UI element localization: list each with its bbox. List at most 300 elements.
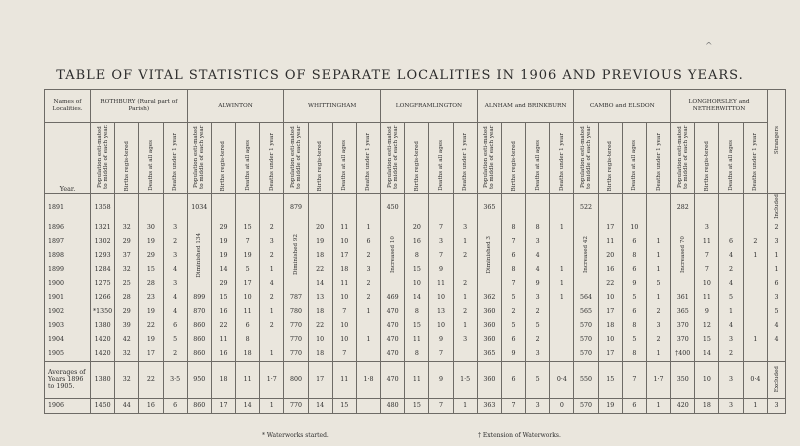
- data-cell: [646, 221, 670, 235]
- data-cell: 19: [598, 398, 622, 413]
- data-cell: 11: [332, 221, 356, 235]
- deaths-under-1-header: [550, 123, 574, 194]
- data-cell: [453, 194, 477, 221]
- data-cell: 3: [695, 221, 719, 235]
- data-cell: 3: [719, 361, 743, 398]
- data-cell: 30: [139, 221, 163, 235]
- data-cell: [429, 194, 453, 221]
- data-cell: 7: [501, 398, 525, 413]
- strangers-cell: 6: [768, 277, 786, 291]
- data-cell: 3: [453, 333, 477, 347]
- column-label: Deaths at all ages: [147, 140, 154, 191]
- data-cell: 2: [453, 305, 477, 319]
- year-cell: 1896: [45, 221, 91, 235]
- deaths-all-ages-header: [236, 123, 260, 194]
- data-cell: 7: [695, 249, 719, 263]
- data-cell: [115, 194, 139, 221]
- data-cell: 879: [284, 194, 308, 221]
- data-cell: 10: [308, 333, 332, 347]
- data-cell: 17: [332, 249, 356, 263]
- data-cell: 17: [598, 221, 622, 235]
- data-cell: [308, 194, 332, 221]
- data-cell: [743, 221, 767, 235]
- data-cell: 8: [405, 347, 429, 362]
- column-label: Deaths under 1 year: [462, 133, 469, 191]
- data-cell: 39: [115, 319, 139, 333]
- births-header: [308, 123, 332, 194]
- strangers-cell: 4: [768, 319, 786, 333]
- data-cell: 8: [622, 319, 646, 333]
- change-note-text: Increased 10: [389, 236, 396, 274]
- data-cell: 17: [211, 398, 235, 413]
- data-cell: 4: [719, 249, 743, 263]
- table-row: [45, 319, 786, 333]
- deaths-under-1-header: [163, 123, 187, 194]
- data-cell: 2: [260, 221, 284, 235]
- data-cell: 22: [598, 277, 622, 291]
- table-row: [45, 194, 786, 221]
- data-cell: 870: [187, 305, 211, 319]
- deaths-all-ages-header: [429, 123, 453, 194]
- data-cell: 4: [260, 277, 284, 291]
- deaths-under-1-header: [646, 123, 670, 194]
- data-cell: 6: [501, 249, 525, 263]
- data-cell: 29: [211, 277, 235, 291]
- column-label: Births regis-tered: [317, 140, 324, 191]
- data-cell: 1·7: [260, 361, 284, 398]
- data-cell: 4: [526, 263, 550, 277]
- data-cell: 1: [743, 249, 767, 263]
- strangers-cell: 2: [768, 221, 786, 235]
- data-cell: 20: [598, 249, 622, 263]
- data-cell: 570: [574, 347, 598, 362]
- data-cell: 5: [163, 333, 187, 347]
- data-cell: 1284: [91, 263, 115, 277]
- column-label: Population esti-mated to middle of each year.: [96, 124, 109, 190]
- population-change-note: [284, 221, 308, 291]
- data-cell: 29: [115, 235, 139, 249]
- data-cell: 0·4: [743, 361, 767, 398]
- population-change-note: [671, 221, 695, 291]
- data-cell: 3: [163, 277, 187, 291]
- year-cell: 1891: [45, 194, 91, 221]
- data-cell: 19: [211, 249, 235, 263]
- deaths-under-1-header: [260, 123, 284, 194]
- deaths-all-ages-header: [622, 123, 646, 194]
- names-of-localities-header: Names of Localities.: [45, 90, 91, 123]
- column-label: Deaths at all ages: [631, 140, 638, 191]
- data-cell: 6: [622, 305, 646, 319]
- column-label: Population esti-mated to middle of each year: [193, 125, 206, 189]
- population-change-note: [477, 221, 501, 291]
- data-cell: 780: [284, 305, 308, 319]
- data-cell: 2: [453, 277, 477, 291]
- data-cell: 570: [574, 319, 598, 333]
- data-cell: 5: [526, 319, 550, 333]
- data-cell: 2: [646, 305, 670, 319]
- data-cell: 18: [332, 263, 356, 277]
- data-cell: 1: [453, 235, 477, 249]
- data-cell: 11: [236, 361, 260, 398]
- data-cell: 15: [236, 221, 260, 235]
- data-cell: 2: [743, 235, 767, 249]
- data-cell: 1: [260, 398, 284, 413]
- data-cell: 5: [526, 361, 550, 398]
- data-cell: 2: [453, 249, 477, 263]
- data-cell: 17: [236, 277, 260, 291]
- data-cell: 3: [163, 249, 187, 263]
- year-cell: 1900: [45, 277, 91, 291]
- data-cell: 10: [622, 221, 646, 235]
- data-cell: [743, 305, 767, 319]
- data-cell: 770: [284, 347, 308, 362]
- data-cell: 13: [308, 291, 332, 305]
- data-cell: 14: [211, 263, 235, 277]
- data-cell: [501, 194, 525, 221]
- data-cell: 282: [671, 194, 695, 221]
- data-cell: 15: [405, 319, 429, 333]
- data-cell: 1: [646, 249, 670, 263]
- data-cell: 4: [719, 319, 743, 333]
- data-cell: 44: [115, 398, 139, 413]
- data-cell: 14: [236, 398, 260, 413]
- data-cell: 12: [695, 319, 719, 333]
- data-cell: 19: [308, 235, 332, 249]
- data-cell: 470: [381, 347, 405, 362]
- data-cell: [236, 194, 260, 221]
- data-cell: 10: [695, 361, 719, 398]
- data-cell: 4: [163, 305, 187, 319]
- data-cell: 4: [526, 249, 550, 263]
- population-header: [574, 123, 598, 194]
- data-cell: 18: [598, 319, 622, 333]
- column-label: Deaths at all ages: [728, 140, 735, 191]
- data-cell: 9: [429, 333, 453, 347]
- data-cell: 360: [477, 319, 501, 333]
- data-cell: 1293: [91, 249, 115, 263]
- data-cell: [550, 305, 574, 319]
- data-cell: 10: [332, 235, 356, 249]
- data-cell: 1: [550, 291, 574, 305]
- data-cell: 365: [671, 305, 695, 319]
- data-cell: [719, 194, 743, 221]
- data-cell: 360: [477, 333, 501, 347]
- data-cell: 17: [308, 361, 332, 398]
- data-cell: 15: [139, 263, 163, 277]
- table-row: [45, 305, 786, 319]
- strangers-cell: 1: [768, 249, 786, 263]
- data-cell: 2: [501, 305, 525, 319]
- data-cell: 15: [598, 361, 622, 398]
- data-cell: [356, 398, 380, 413]
- data-cell: [550, 249, 574, 263]
- data-cell: 11: [695, 291, 719, 305]
- data-cell: 469: [381, 291, 405, 305]
- data-cell: 1: [719, 305, 743, 319]
- data-cell: 18: [211, 361, 235, 398]
- data-cell: 29: [139, 249, 163, 263]
- change-note-text: Diminished 92: [292, 234, 299, 276]
- data-cell: 9: [429, 361, 453, 398]
- data-cell: [622, 194, 646, 221]
- births-header: [405, 123, 429, 194]
- data-cell: 570: [574, 398, 598, 413]
- data-cell: 470: [381, 319, 405, 333]
- data-cell: 860: [187, 319, 211, 333]
- change-note-text: Diminished 3: [486, 236, 493, 274]
- data-cell: 9: [622, 277, 646, 291]
- data-cell: 7: [501, 277, 525, 291]
- column-label: Deaths under 1 year: [558, 133, 565, 191]
- deaths-under-1-header: [356, 123, 380, 194]
- column-label: Deaths at all ages: [341, 140, 348, 191]
- data-cell: 7: [695, 263, 719, 277]
- data-cell: 11: [695, 235, 719, 249]
- data-cell: 1: [356, 333, 380, 347]
- data-cell: [743, 194, 767, 221]
- data-cell: 3: [163, 221, 187, 235]
- data-cell: 3: [429, 235, 453, 249]
- data-cell: 7: [332, 305, 356, 319]
- data-cell: 3: [719, 398, 743, 413]
- strangers-cell: [768, 347, 786, 362]
- data-cell: 1: [453, 291, 477, 305]
- year-cell: 1903: [45, 319, 91, 333]
- strangers-cell: 1: [768, 263, 786, 277]
- data-cell: 15: [405, 263, 429, 277]
- population-change-note: [187, 221, 211, 291]
- data-cell: 7: [429, 347, 453, 362]
- data-cell: 5: [236, 263, 260, 277]
- data-cell: 2: [526, 333, 550, 347]
- data-cell: 22: [308, 263, 332, 277]
- data-cell: 2: [356, 277, 380, 291]
- table-row: [45, 347, 786, 362]
- data-cell: 3·5: [163, 361, 187, 398]
- scan-mark: ^: [705, 42, 713, 52]
- column-label: Births regis-tered: [123, 140, 130, 191]
- data-cell: 22: [139, 319, 163, 333]
- data-cell: 19: [236, 249, 260, 263]
- data-cell: 1302: [91, 235, 115, 249]
- data-cell: 860: [187, 333, 211, 347]
- vital-statistics-table: [44, 89, 786, 414]
- data-cell: 11: [211, 333, 235, 347]
- data-cell: 1: [356, 305, 380, 319]
- data-cell: [695, 194, 719, 221]
- data-cell: [332, 194, 356, 221]
- data-cell: [743, 291, 767, 305]
- data-cell: 16: [211, 305, 235, 319]
- data-cell: 1380: [91, 319, 115, 333]
- data-cell: 19: [139, 305, 163, 319]
- data-cell: 1·5: [453, 361, 477, 398]
- data-cell: [743, 263, 767, 277]
- data-cell: 2: [356, 249, 380, 263]
- data-cell: 16: [139, 398, 163, 413]
- data-cell: 4: [163, 291, 187, 305]
- data-cell: [719, 221, 743, 235]
- data-cell: 470: [381, 333, 405, 347]
- data-cell: 8: [405, 249, 429, 263]
- data-cell: [743, 277, 767, 291]
- population-header: [477, 123, 501, 194]
- group-header-cambo: CAMBO and ELSDON: [574, 90, 671, 123]
- population-header: [91, 123, 115, 194]
- data-cell: 1: [260, 263, 284, 277]
- data-cell: 20: [405, 221, 429, 235]
- column-label: Deaths under 1 year: [268, 133, 275, 191]
- data-cell: 18: [308, 305, 332, 319]
- data-cell: 370: [671, 333, 695, 347]
- data-cell: 770: [284, 333, 308, 347]
- data-cell: 15: [695, 333, 719, 347]
- data-cell: 11: [405, 361, 429, 398]
- data-cell: 365: [477, 194, 501, 221]
- data-cell: 1: [550, 263, 574, 277]
- year-cell: Averages of Years 1896 to 1905.: [45, 361, 91, 398]
- data-cell: 3: [453, 221, 477, 235]
- data-cell: 28: [139, 277, 163, 291]
- data-cell: [139, 194, 163, 221]
- strangers-cell: 3: [768, 235, 786, 249]
- data-cell: 22: [308, 319, 332, 333]
- data-cell: 1: [646, 398, 670, 413]
- data-cell: 1: [646, 347, 670, 362]
- data-cell: 6: [622, 235, 646, 249]
- data-cell: 770: [284, 319, 308, 333]
- data-cell: 1450: [91, 398, 115, 413]
- column-label: Population esti-mated to middle of each year: [676, 125, 689, 189]
- included-label: Included: [773, 194, 780, 219]
- data-cell: 860: [187, 347, 211, 362]
- column-label: Deaths under 1 year: [655, 133, 662, 191]
- data-cell: 10: [236, 291, 260, 305]
- data-cell: 17: [598, 347, 622, 362]
- strangers-label: Strangers: [773, 125, 780, 155]
- footnote-extension-waterworks: † Extension of Waterworks.: [478, 432, 561, 439]
- data-cell: [211, 194, 235, 221]
- population-header: [381, 123, 405, 194]
- data-cell: [356, 319, 380, 333]
- data-cell: 5: [622, 333, 646, 347]
- births-header: [115, 123, 139, 194]
- data-cell: 565: [574, 305, 598, 319]
- data-cell: 8: [501, 221, 525, 235]
- column-label: Births regis-tered: [413, 140, 420, 191]
- column-label: Deaths under 1 year: [172, 133, 179, 191]
- data-cell: 1: [743, 333, 767, 347]
- data-cell: 7: [429, 398, 453, 413]
- data-cell: 860: [187, 398, 211, 413]
- year-cell: 1905: [45, 347, 91, 362]
- excluded-label: Excluded: [773, 365, 780, 392]
- data-cell: 6: [622, 263, 646, 277]
- column-label: Deaths under 1 year: [365, 133, 372, 191]
- population-header: [284, 123, 308, 194]
- data-cell: 1: [646, 291, 670, 305]
- data-cell: 4: [719, 277, 743, 291]
- data-cell: 1420: [91, 347, 115, 362]
- strangers-header: [768, 90, 786, 194]
- data-cell: 8: [501, 263, 525, 277]
- data-cell: 10: [405, 277, 429, 291]
- data-cell: 23: [139, 291, 163, 305]
- data-cell: 18: [695, 398, 719, 413]
- data-cell: 7: [429, 221, 453, 235]
- data-cell: 10: [598, 291, 622, 305]
- data-cell: 550: [574, 361, 598, 398]
- data-cell: 365: [477, 347, 501, 362]
- data-cell: 13: [429, 305, 453, 319]
- data-cell: 8: [236, 333, 260, 347]
- data-cell: 16: [405, 235, 429, 249]
- data-cell: 29: [115, 305, 139, 319]
- data-cell: 1: [453, 398, 477, 413]
- data-cell: 361: [671, 291, 695, 305]
- data-cell: 350: [671, 361, 695, 398]
- data-cell: 32: [115, 361, 139, 398]
- data-cell: 17: [139, 347, 163, 362]
- data-cell: 2: [260, 249, 284, 263]
- data-cell: 787: [284, 291, 308, 305]
- data-cell: 6: [163, 319, 187, 333]
- data-cell: 9: [429, 263, 453, 277]
- data-cell: 370: [671, 319, 695, 333]
- births-header: [695, 123, 719, 194]
- data-cell: [550, 347, 574, 362]
- births-header: [598, 123, 622, 194]
- data-cell: 470: [381, 305, 405, 319]
- data-cell: *1350: [91, 305, 115, 319]
- data-cell: 7: [622, 361, 646, 398]
- data-cell: 10: [332, 291, 356, 305]
- births-header: [501, 123, 525, 194]
- data-cell: 5: [622, 291, 646, 305]
- data-cell: 32: [115, 221, 139, 235]
- data-cell: 7: [332, 347, 356, 362]
- column-label: Deaths at all ages: [534, 140, 541, 191]
- data-cell: 3: [719, 333, 743, 347]
- data-cell: 10: [429, 319, 453, 333]
- data-cell: 2: [719, 347, 743, 362]
- data-cell: 360: [477, 305, 501, 319]
- data-cell: †400: [671, 347, 695, 362]
- data-cell: 11: [429, 277, 453, 291]
- excluded-note: [768, 361, 786, 398]
- data-cell: 22: [139, 361, 163, 398]
- data-cell: 19: [139, 333, 163, 347]
- column-label: Population esti-mated to middle of each year: [580, 125, 593, 189]
- data-cell: 1: [743, 398, 767, 413]
- year-header: Year.: [45, 123, 91, 194]
- data-cell: 29: [211, 221, 235, 235]
- deaths-all-ages-header: [526, 123, 550, 194]
- table-row: [45, 398, 786, 413]
- data-cell: 1034: [187, 194, 211, 221]
- data-cell: 1275: [91, 277, 115, 291]
- data-cell: 11: [405, 333, 429, 347]
- data-cell: 7: [236, 235, 260, 249]
- year-cell: 1899: [45, 263, 91, 277]
- data-cell: 1380: [91, 361, 115, 398]
- column-label: Deaths under 1 year: [752, 133, 759, 191]
- year-cell: 1897: [45, 235, 91, 249]
- data-cell: 11: [332, 361, 356, 398]
- data-cell: 2: [526, 305, 550, 319]
- data-cell: [598, 194, 622, 221]
- table-row: [45, 221, 786, 235]
